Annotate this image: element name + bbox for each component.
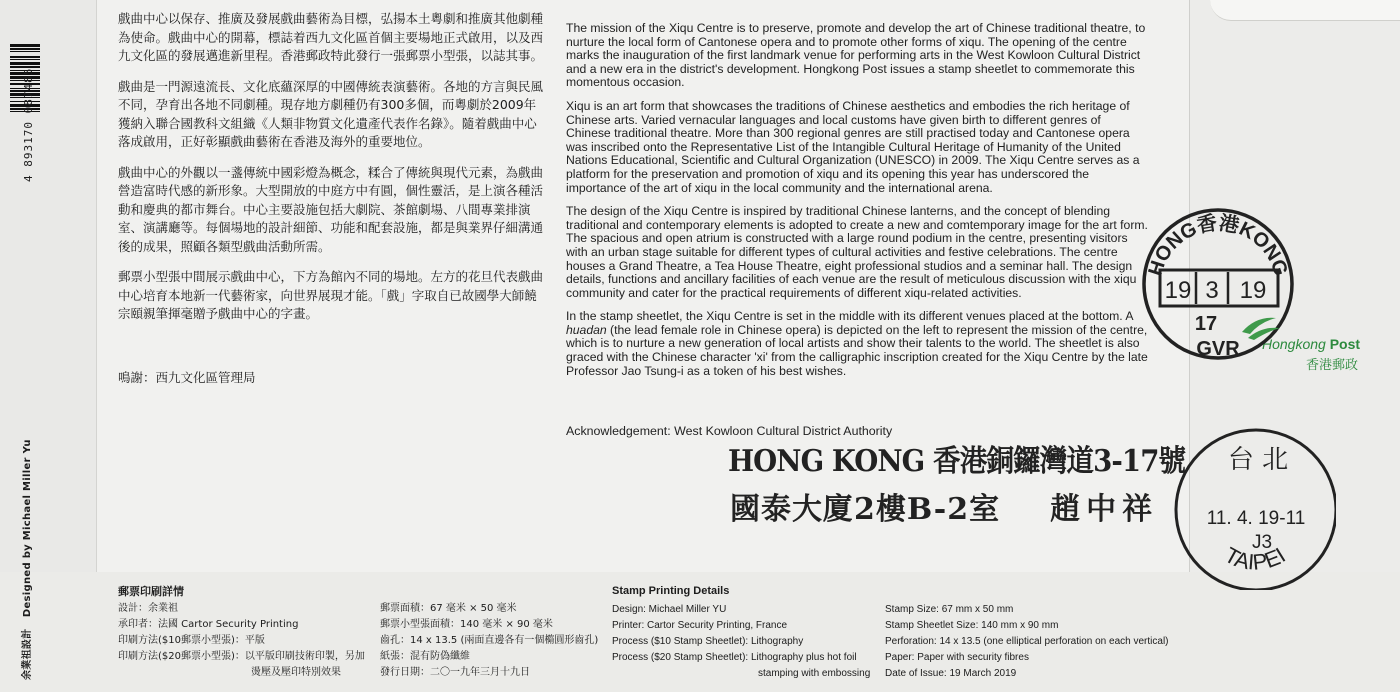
details-en-row: Design: Michael Miller YU bbox=[612, 604, 727, 615]
details-zh-row: 承印者：法國 Cartor Security Printing bbox=[118, 619, 299, 630]
address-line-2 bbox=[730, 484, 1158, 528]
postmark-hk-code: 17 bbox=[1194, 313, 1218, 335]
postmark-taipei-top: 台 北 bbox=[1227, 445, 1289, 475]
hongkong-post-en-a: Hongkong bbox=[1262, 336, 1330, 352]
details-en-row: Perforation: 14 x 13.5 (one elliptical perforation on each vertical) bbox=[885, 636, 1169, 647]
english-acknowledgement: Acknowledgement: West Kowloon Cultural District Authority bbox=[566, 424, 893, 438]
chinese-paragraph: 郵票小型張中間展示戲曲中心，下方為館內不同的場地。左方的花旦代表戲曲中心培育本地新一代藝術家，向世界展現才能。「戲」字取自已故國學大師饒宗頤親筆揮毫贈予戲曲中心的字畫。 bbox=[118, 269, 544, 321]
details-en-row: stamping with embossing bbox=[758, 668, 871, 679]
postmark-taipei-code: J3 bbox=[1251, 532, 1273, 553]
english-paragraph-part: (the lead female role in Chinese opera) is depicted on the left to represent the mission of the centre, which is to nurture a new generation of local artists and show their talents to the world. The sheetlet is also graced with the Chinese character 'xi' from the calligraphic inscription created for the Xiqu Centre by the late Professor Jao Tsung-i as a token of his best wishes. bbox=[566, 322, 1148, 378]
details-en-row: Process ($10 Stamp Sheetlet): Lithography bbox=[612, 636, 804, 647]
details-zh-row: 印刷方法($20郵票小型張)：以平版印刷技術印製，另加 bbox=[118, 651, 365, 662]
postmark-hk-date-month: 3 bbox=[1205, 277, 1219, 304]
details-en-row: Process ($20 Stamp Sheetlet): Lithography plus hot foil bbox=[612, 652, 857, 663]
postmark-hk-date-day: 19 bbox=[1164, 277, 1192, 304]
huadan-term: huadan bbox=[566, 322, 607, 337]
chinese-acknowledgement: 鳴謝：西九文化區管理局 bbox=[118, 370, 256, 385]
postmark-hk-date-year: 19 bbox=[1239, 277, 1267, 304]
designer-credit bbox=[18, 439, 33, 680]
chinese-text-column bbox=[118, 10, 548, 336]
details-en-title: Stamp Printing Details bbox=[612, 585, 730, 597]
english-paragraph bbox=[566, 310, 1148, 378]
postmark-taipei-bottom: TAIPEI bbox=[1220, 542, 1290, 575]
details-zh-row: 設計：余業祖 bbox=[118, 603, 178, 614]
recipient-name: 趙中祥 bbox=[1050, 492, 1159, 527]
details-en-right bbox=[885, 602, 1169, 682]
details-zh-row: 燙壓及壓印特別效果 bbox=[251, 667, 341, 678]
barcode-number: 4 893170 087485 bbox=[22, 67, 35, 182]
details-en-row: Printer: Cartor Security Printing, France bbox=[612, 620, 788, 631]
right-flap-top bbox=[1210, 0, 1400, 21]
details-zh-row: 發行日期：二〇一九年三月十九日 bbox=[380, 667, 530, 678]
details-en-row: Stamp Size: 67 mm x 50 mm bbox=[885, 604, 1014, 615]
details-en-row: Stamp Sheetlet Size: 140 mm x 90 mm bbox=[885, 620, 1059, 631]
details-en-row: Date of Issue: 19 March 2019 bbox=[885, 668, 1017, 679]
details-zh-row: 印刷方法($10郵票小型張)：平版 bbox=[118, 635, 265, 646]
details-zh-row: 紙張：混有防偽纖維 bbox=[380, 651, 470, 662]
postmark-taipei-date: 11. 4. 19-11 bbox=[1206, 508, 1306, 529]
english-paragraph: The mission of the Xiqu Centre is to preserve, promote and develop the art of Chinese traditional theatre, to nurture the local form of Cantonese opera and to promote other forms of xiqu. The opening of the centre marks the inauguration of the first landmark venue for performing arts in the West Kowloon Cultural District and a new era in the district's development. Hongkong Post issues a stamp sheetlet to commemorate this momentous occasion. bbox=[566, 21, 1146, 90]
details-zh-row: 郵票面積：67 毫米 × 50 毫米 bbox=[380, 603, 517, 614]
details-zh-left bbox=[118, 601, 365, 681]
chinese-paragraph: 戲曲是一門源遠流長、文化底蘊深厚的中國傳統表演藝術。各地的方言與民風不同，孕育出各地不同劇種。現存地方劇種仍有300多個，而粵劇於2009年獲納入聯合國教科文組織《人類非物質文化遺產代表作名錄》。隨着戲曲中心落成啟用，正好彰顯戲曲藝術在香港及海外的重要地位。 bbox=[118, 78, 544, 149]
hongkong-post-en-b: Post bbox=[1329, 336, 1361, 352]
chinese-paragraph: 戲曲中心的外觀以一盞傳統中國彩燈為概念，糅合了傳統與現代元素，為戲曲營造富時代感的新形象。大型開放的中庭方中有圓，個性靈活，是上演各種活動和慶典的都市舞台。中心主要設施包括大劇院、茶館劇場、八間專業排演室、演講廳等。每個場地的設計細節、功能和配套設施，都是與業界仔細溝通後的成果，照顧各類型戲曲活動所需。 bbox=[118, 164, 544, 254]
english-paragraph: Xiqu is an art form that showcases the traditions of Chinese aesthetics and embodies the rich heritage of Chinese arts. Varied vernacular languages and local customs have given birth to different genres of Chinese traditional theatre. More than 300 regional genres are still practised today and Cantonese opera was inscribed onto the Representative List of the Intangible Cultural Heritage of Humanity of the United Nations Educational, Scientific and Cultural Organization (UNESCO) in 2009. The Xiqu Centre serves as a platform for the preservation and promotion of xiqu and its opening this year has underscored the importance of the art of xiqu in the local community and the international arena. bbox=[566, 98, 1140, 195]
details-zh-right bbox=[380, 601, 598, 681]
english-paragraph: The design of the Xiqu Centre is inspired by traditional Chinese lanterns, and the concept of blending traditional and contemporary elements is adopted to create a new and comtemporary image for the art form. The spacious and open atrium is constructed with a large round podium in the centre, presenting visitors with an urban stage suitable for different types of cultural activities and festive celebrations. The centre houses a Grand Theatre, a Tea House Theatre, eight professional studios and a seminar hall. The design details, functions and ancillary facilities of each venue are the result of meticulous discussion with the xiqu community and cater for the practical requirements of different xiqu-related activities. bbox=[566, 204, 1148, 300]
details-en-left bbox=[612, 602, 870, 682]
address-line-1: HONG KONG 香港銅鑼灣道3-17號 bbox=[728, 444, 1186, 479]
hong-kong-postmark bbox=[1138, 200, 1298, 360]
hongkong-post-zh: 香港郵政 bbox=[1306, 358, 1359, 373]
designer-credit-zh: 余業祖設計 bbox=[22, 628, 33, 680]
designer-credit-en: Designed by Michael Miller Yu bbox=[22, 439, 33, 618]
english-text-column bbox=[566, 22, 1148, 388]
details-zh-row: 齒孔：14 x 13.5 (兩面直邊各有一個橢圓形齒孔) bbox=[380, 635, 599, 646]
english-paragraph-part: In the stamp sheetlet, the Xiqu Centre is set in the middle with its different venues placed at the bottom. A bbox=[566, 309, 1133, 324]
details-zh-row: 郵票小型張面積：140 毫米 × 90 毫米 bbox=[380, 619, 553, 630]
details-en-row: Paper: Paper with security fibres bbox=[885, 652, 1029, 663]
taipei-postmark bbox=[1170, 424, 1336, 590]
address-room: 國泰大廈2樓B-2室 bbox=[730, 492, 1001, 527]
postmark-hk-bottom: GVR bbox=[1196, 338, 1240, 360]
postmark-hk-top: HONG香港KONG bbox=[1144, 212, 1292, 279]
chinese-paragraph: 戲曲中心以保存、推廣及發展戲曲藝術為目標，弘揚本土粵劇和推廣其他劇種為使命。戲曲中心的開幕，標誌着西九文化區首個主要場地正式啟用，以及西九文化區的發展邁進新里程。香港郵政特此發行一張郵票小型張，以誌其事。 bbox=[118, 11, 544, 63]
details-zh-title: 郵票印刷詳情 bbox=[118, 585, 184, 598]
